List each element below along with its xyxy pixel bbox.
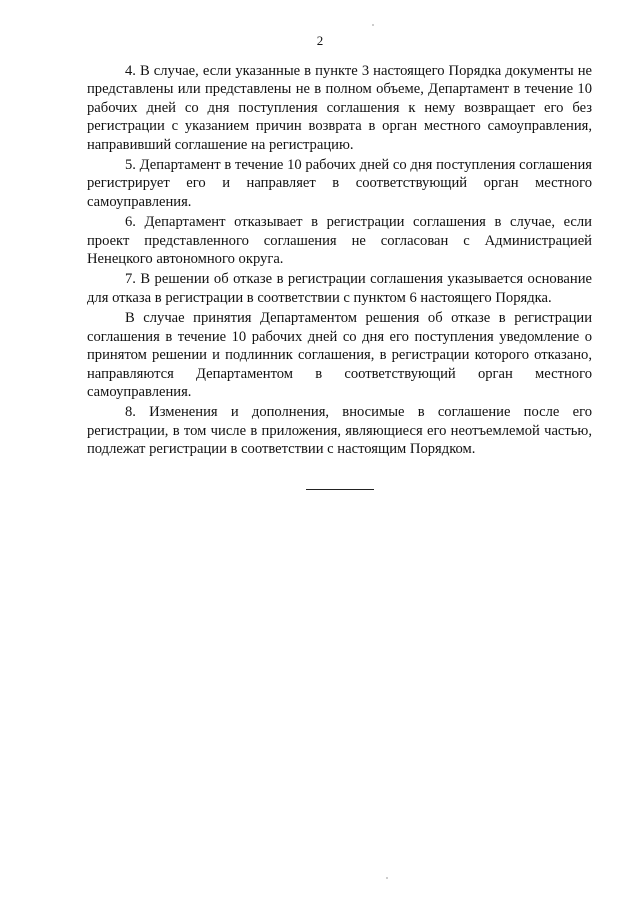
document-body	[87, 62, 592, 459]
scan-speck	[386, 877, 388, 879]
paragraph-item-4: 4. В случае, если указанные в пункте 3 настоящего Порядка документы не представлены или представлены не в полном объеме, Департамент в течение 10 рабочих дней со дня поступления соглашения к нему возвращает его без регистрации с указанием причин возврата в орган местного самоуправления, направивший соглашение на регистрацию.	[87, 63, 592, 153]
end-of-text-divider	[306, 489, 374, 490]
paragraph-item-6: 6. Департамент отказывает в регистрации соглашения в случае, если проект представленного соглашения не согласован с Администрацией Ненецкого автономного округа.	[87, 214, 592, 268]
paragraph-item-8: 8. Изменения и дополнения, вносимые в соглашение после его регистрации, в том числе в приложения, являющиеся его неотъемлемой частью, подлежат регистрации в соответствии с настоящим Порядком.	[87, 404, 592, 458]
page-number: 2	[316, 33, 324, 48]
scan-speck	[372, 24, 374, 26]
paragraph-item-5: 5. Департамент в течение 10 рабочих дней со дня поступления соглашения регистрирует его и направляет в соответствующий орган местного самоуправления.	[87, 157, 592, 210]
paragraph-refusal-notice: В случае принятия Департаментом решения об отказе в регистрации соглашения в течение 10 рабочих дней со дня его поступления уведомление о принятом решении и подлинник соглашения, в регистрации которого отказано, направляются Департаментом в соответствующий орган местного самоуправления.	[87, 310, 592, 400]
paragraph-item-7: 7. В решении об отказе в регистрации соглашения указывается основание для отказа в регистрации в соответствии с пунктом 6 настоящего Порядка.	[87, 271, 592, 306]
